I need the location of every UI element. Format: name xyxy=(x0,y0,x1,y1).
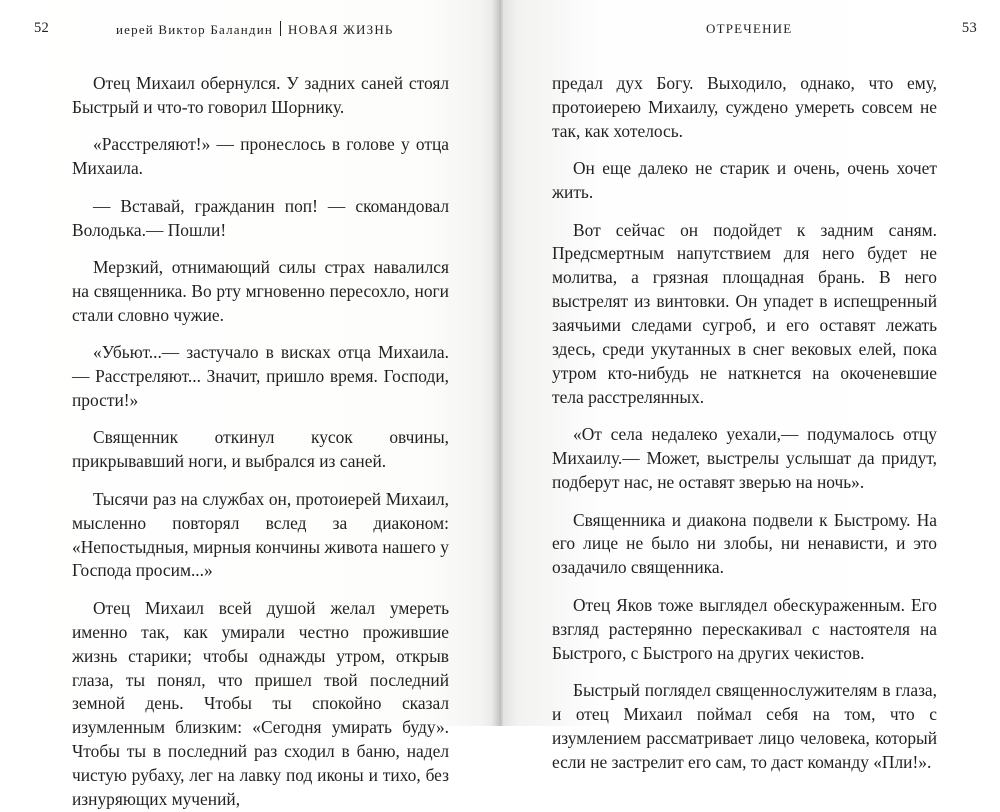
page-number-left: 52 xyxy=(34,20,50,36)
running-head-book-title: НОВАЯ ЖИЗНЬ xyxy=(288,22,394,37)
running-head-separator xyxy=(280,21,281,36)
paragraph: «Убьют...— застучало в висках отца Михаила.— Расстреляют... Значит, пришло время. Господи, прости!» xyxy=(72,342,449,410)
paragraph: «Расстреляют!» — пронеслось в голове у отца Михаила. xyxy=(72,134,449,179)
paragraph: Священник откинул кусок овчины, прикрывавший ноги, и выбрался из саней. xyxy=(72,427,449,472)
left-page-text xyxy=(72,72,449,812)
paragraph: Вот сейчас он подойдет к задним саням. Предсмертным напутствием для него будет не молитва, а грязная площадная брань. В него выстрелят из винтовки. Он упадет в испещренный заячьими следами сугроб, и его оставят лежать здесь, среди укутанных в снег вековых елей, пока утром кто-нибудь не наткнется на окоченевшие тела расстрелянных. xyxy=(552,219,937,407)
running-head-right: ОТРЕЧЕНИЕ xyxy=(706,21,793,36)
paragraph-continuation: предал дух Богу. Выходило, однако, что ему, протоиерею Михаилу, суждено умереть совсем не так, как хотелось. xyxy=(552,73,937,141)
paragraph: Быстрый поглядел священнослужителям в глаза, и отец Михаил поймал себя на том, что с изумлением рассматривает лицо человека, который если не застрелит его сам, то даст команду «Пли!». xyxy=(552,679,937,772)
paragraph: Отец Михаил обернулся. У задних саней стоял Быстрый и что-то говорил Шорнику. xyxy=(72,73,449,117)
paragraph: Отец Яков тоже выглядел обескураженным. Его взгляд растерянно перескакивал с настоятеля на Быстрого, с Быстрого на других чекистов. xyxy=(552,594,937,663)
left-page xyxy=(0,0,497,810)
paragraph: Мерзкий, отнимающий силы страх навалился на священника. Во рту мгновенно пересохло, ноги стали словно чужие. xyxy=(72,256,449,325)
right-page xyxy=(503,0,1000,772)
paragraph: Отец Михаил всей душой желал умереть именно так, как умирали честно прожившие жизнь старики; чтобы однажды утром, открыв глаза, ты понял, что пришел твой последний земной день. Чтобы ты спокойно сказал изумленным близким: «Сегодня умирать буду». Чтобы ты в последний раз сходил в баню, надел чистую рубаху, лег на лавку под иконы и тихо, без изнуряющих мучений, xyxy=(72,597,449,810)
paragraph: Священника и диакона подвели к Быстрому. На его лице не было ни злобы, ни ненависти, и это озадачило священника. xyxy=(552,509,937,578)
page-number-right: 53 xyxy=(961,20,977,36)
running-head-author: иерей Виктор Баландин xyxy=(116,22,274,37)
running-head-left xyxy=(116,21,394,38)
paragraph: Тысячи раз на службах он, протоиерей Михаил, мысленно повторял вслед за диаконом: «Непостыдныя, мирныя кончины живота нашего у Господа просим...» xyxy=(72,488,449,581)
paragraph: Он еще далеко не старик и очень, очень хочет жить. xyxy=(552,158,937,203)
right-page-text xyxy=(552,72,937,775)
paragraph: — Вставай, гражданин поп! — скомандовал Володька.— Пошли! xyxy=(72,195,449,240)
paragraph: «От села недалеко уехали,— подумалось отцу Михаилу.— Может, выстрелы услышат да придут, подберут нас, не оставят зверью на ночь». xyxy=(552,424,937,493)
